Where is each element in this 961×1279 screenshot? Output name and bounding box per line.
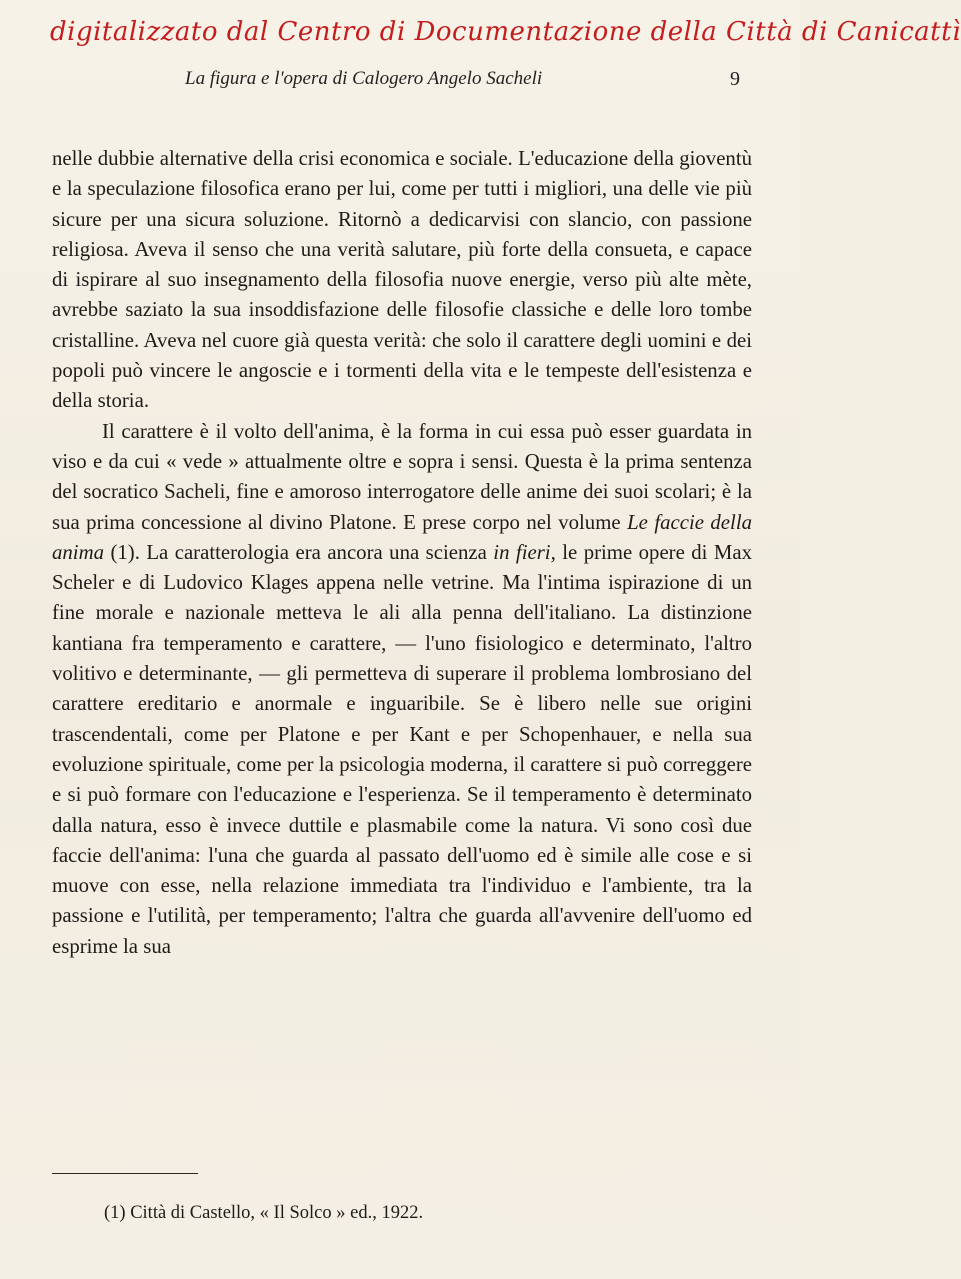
paragraph-2 <box>52 417 752 962</box>
page-number: 9 <box>730 68 740 90</box>
in-fieri-italic: in fieri, <box>493 540 556 564</box>
running-head-title: La figura e l'opera di Calogero Angelo Sacheli <box>185 68 543 89</box>
digitization-watermark: digitalizzato dal Centro di Documentazione della Città di Canicattì <box>50 17 961 47</box>
paragraph-2-part-c: le prime opere di Max Scheler e di Ludovico Klages appena nelle vetrine. Ma l'intima ispirazione di un fine morale e nazionale metteva le ali alla penna dell'italiano. La distinzione kantiana fra temperamento e carattere, — l'uno fisiologico e determinato, l'altro volitivo e determinante, — gli permetteva di superare il problema lombrosiano del carattere ereditario e anormale e inguaribile. Se è libero nelle sue origini trascendentali, come per Platone e per Kant e per Schopenhauer, e nella sua evoluzione spirituale, come per la psicologia moderna, il carattere si può correggere e si può formare con l'educazione e l'esperienza. Se il temperamento è determinato dalla natura, esso è invece duttile e plasmabile come la natura. Vi sono così due faccie dell'anima: l'una che guarda al passato dell'uomo ed è simile alle cose e si muove con esse, nella relazione immediata tra l'individuo e l'ambiente, tra la passione e l'utilità, per temperamento; l'altra che guarda all'avvenire dell'uomo ed esprime la sua <box>52 540 753 958</box>
book-title-italic: Le faccie della anima <box>52 510 752 564</box>
paragraph-1: nelle dubbie alternative della crisi economica e sociale. L'educazione della gioventù e la speculazione filosofica erano per lui, come per tutti i migliori, una delle vie più sicure per una sicura soluzione. Ritornò a dedicarvisi con slancio, con passione religiosa. Aveva il senso che una verità salutare, più forte della consueta, e capace di ispirare al suo insegnamento della filosofia nuove energie, verso più alte mète, avrebbe saziato la sua insoddisfazione delle filosofie classiche e delle loro tombe cristalline. Aveva nel cuore già questa verità: che solo il carattere degli uomini e dei popoli può vincere le angoscie e i tormenti della vita e le tempeste dell'esistenza e della storia. <box>52 147 752 413</box>
paragraph-2-part-a: Il carattere è il volto dell'anima, è la forma in cui essa può esser guardata in viso e da cui « vede » attualmente oltre e sopra i sensi. Questa è la prima sentenza del socratico Sacheli, fine e amoroso interrogatore delle anime dei suoi scolari; è la sua prima concessione al divino Platone. E prese corpo nel volume <box>52 419 752 534</box>
body-text <box>52 144 752 962</box>
footnote-divider <box>52 1173 198 1174</box>
footnote: (1) Città di Castello, « Il Solco » ed., 1922. <box>104 1203 424 1223</box>
paragraph-2-part-b: (1). La caratterologia era ancora una scienza <box>110 540 487 564</box>
